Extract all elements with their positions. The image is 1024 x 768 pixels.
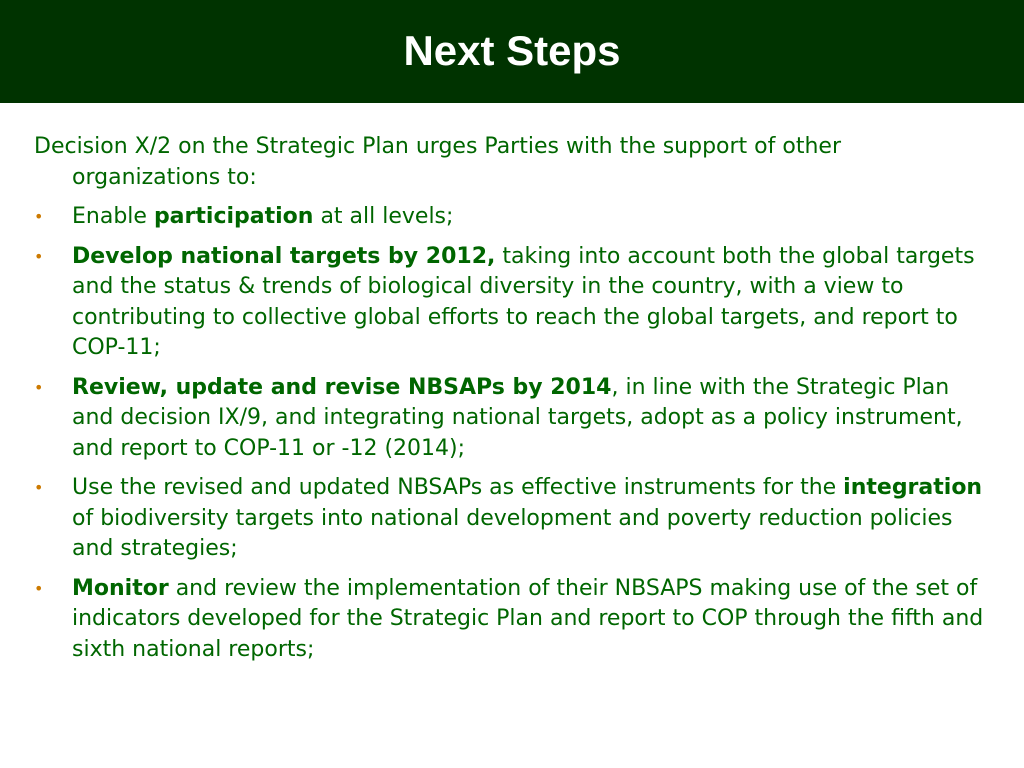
bullet-item-nbsaps — [34, 373, 994, 465]
bullet-text-bold: Monitor — [72, 575, 169, 601]
slide-body — [34, 132, 994, 674]
bullet-text-pre: Use the revised and updated NBSAPs as effective instruments for the — [72, 475, 844, 500]
bullet-text-post: at all levels; — [313, 204, 454, 229]
bullet-text-post: , in line with the Strategic Plan and decision IX/9, and integrating national targets, adopt as a policy instrument, and report to COP-11 or -12 (2014); — [72, 374, 963, 461]
bullet-icon: • — [34, 207, 44, 226]
bullet-item-national-targets — [34, 242, 994, 364]
bullet-text-post: taking into account both the global targets and the status & trends of biological diversity in the country, with a view to contributing to collective global efforts to reach the global targets, and report to COP-11; — [72, 243, 975, 360]
bullet-text-post: of biodiversity targets into national development and poverty reduction policies and strategies; — [72, 505, 953, 561]
slide-title: Next Steps — [403, 26, 621, 74]
bullet-text-bold: Review, update and revise NBSAPs by 2014 — [72, 374, 612, 400]
bullet-icon: • — [34, 246, 44, 266]
intro-paragraph: Decision X/2 on the Strategic Plan urges Parties with the support of other organizations to: — [34, 134, 841, 190]
bullet-text-bold: integration — [843, 475, 983, 500]
bullet-icon: • — [34, 377, 44, 397]
bullet-item-monitor — [34, 574, 994, 666]
bullet-text-bold: participation — [153, 204, 314, 229]
bullet-list — [34, 202, 994, 665]
bullet-icon: • — [34, 578, 44, 598]
bullet-text-post: and review the implementation of their NBSAPS making use of the set of indicators developed for the Strategic Plan and report to COP through the fifth and sixth national reports; — [72, 575, 984, 662]
bullet-item-participation — [34, 202, 994, 233]
title-bar — [0, 0, 1024, 103]
bullet-text-bold: Develop national targets by 2012, — [72, 243, 496, 269]
bullet-icon: • — [34, 478, 44, 497]
bullet-text-pre: Enable — [72, 204, 154, 229]
bullet-item-integration — [34, 473, 994, 565]
